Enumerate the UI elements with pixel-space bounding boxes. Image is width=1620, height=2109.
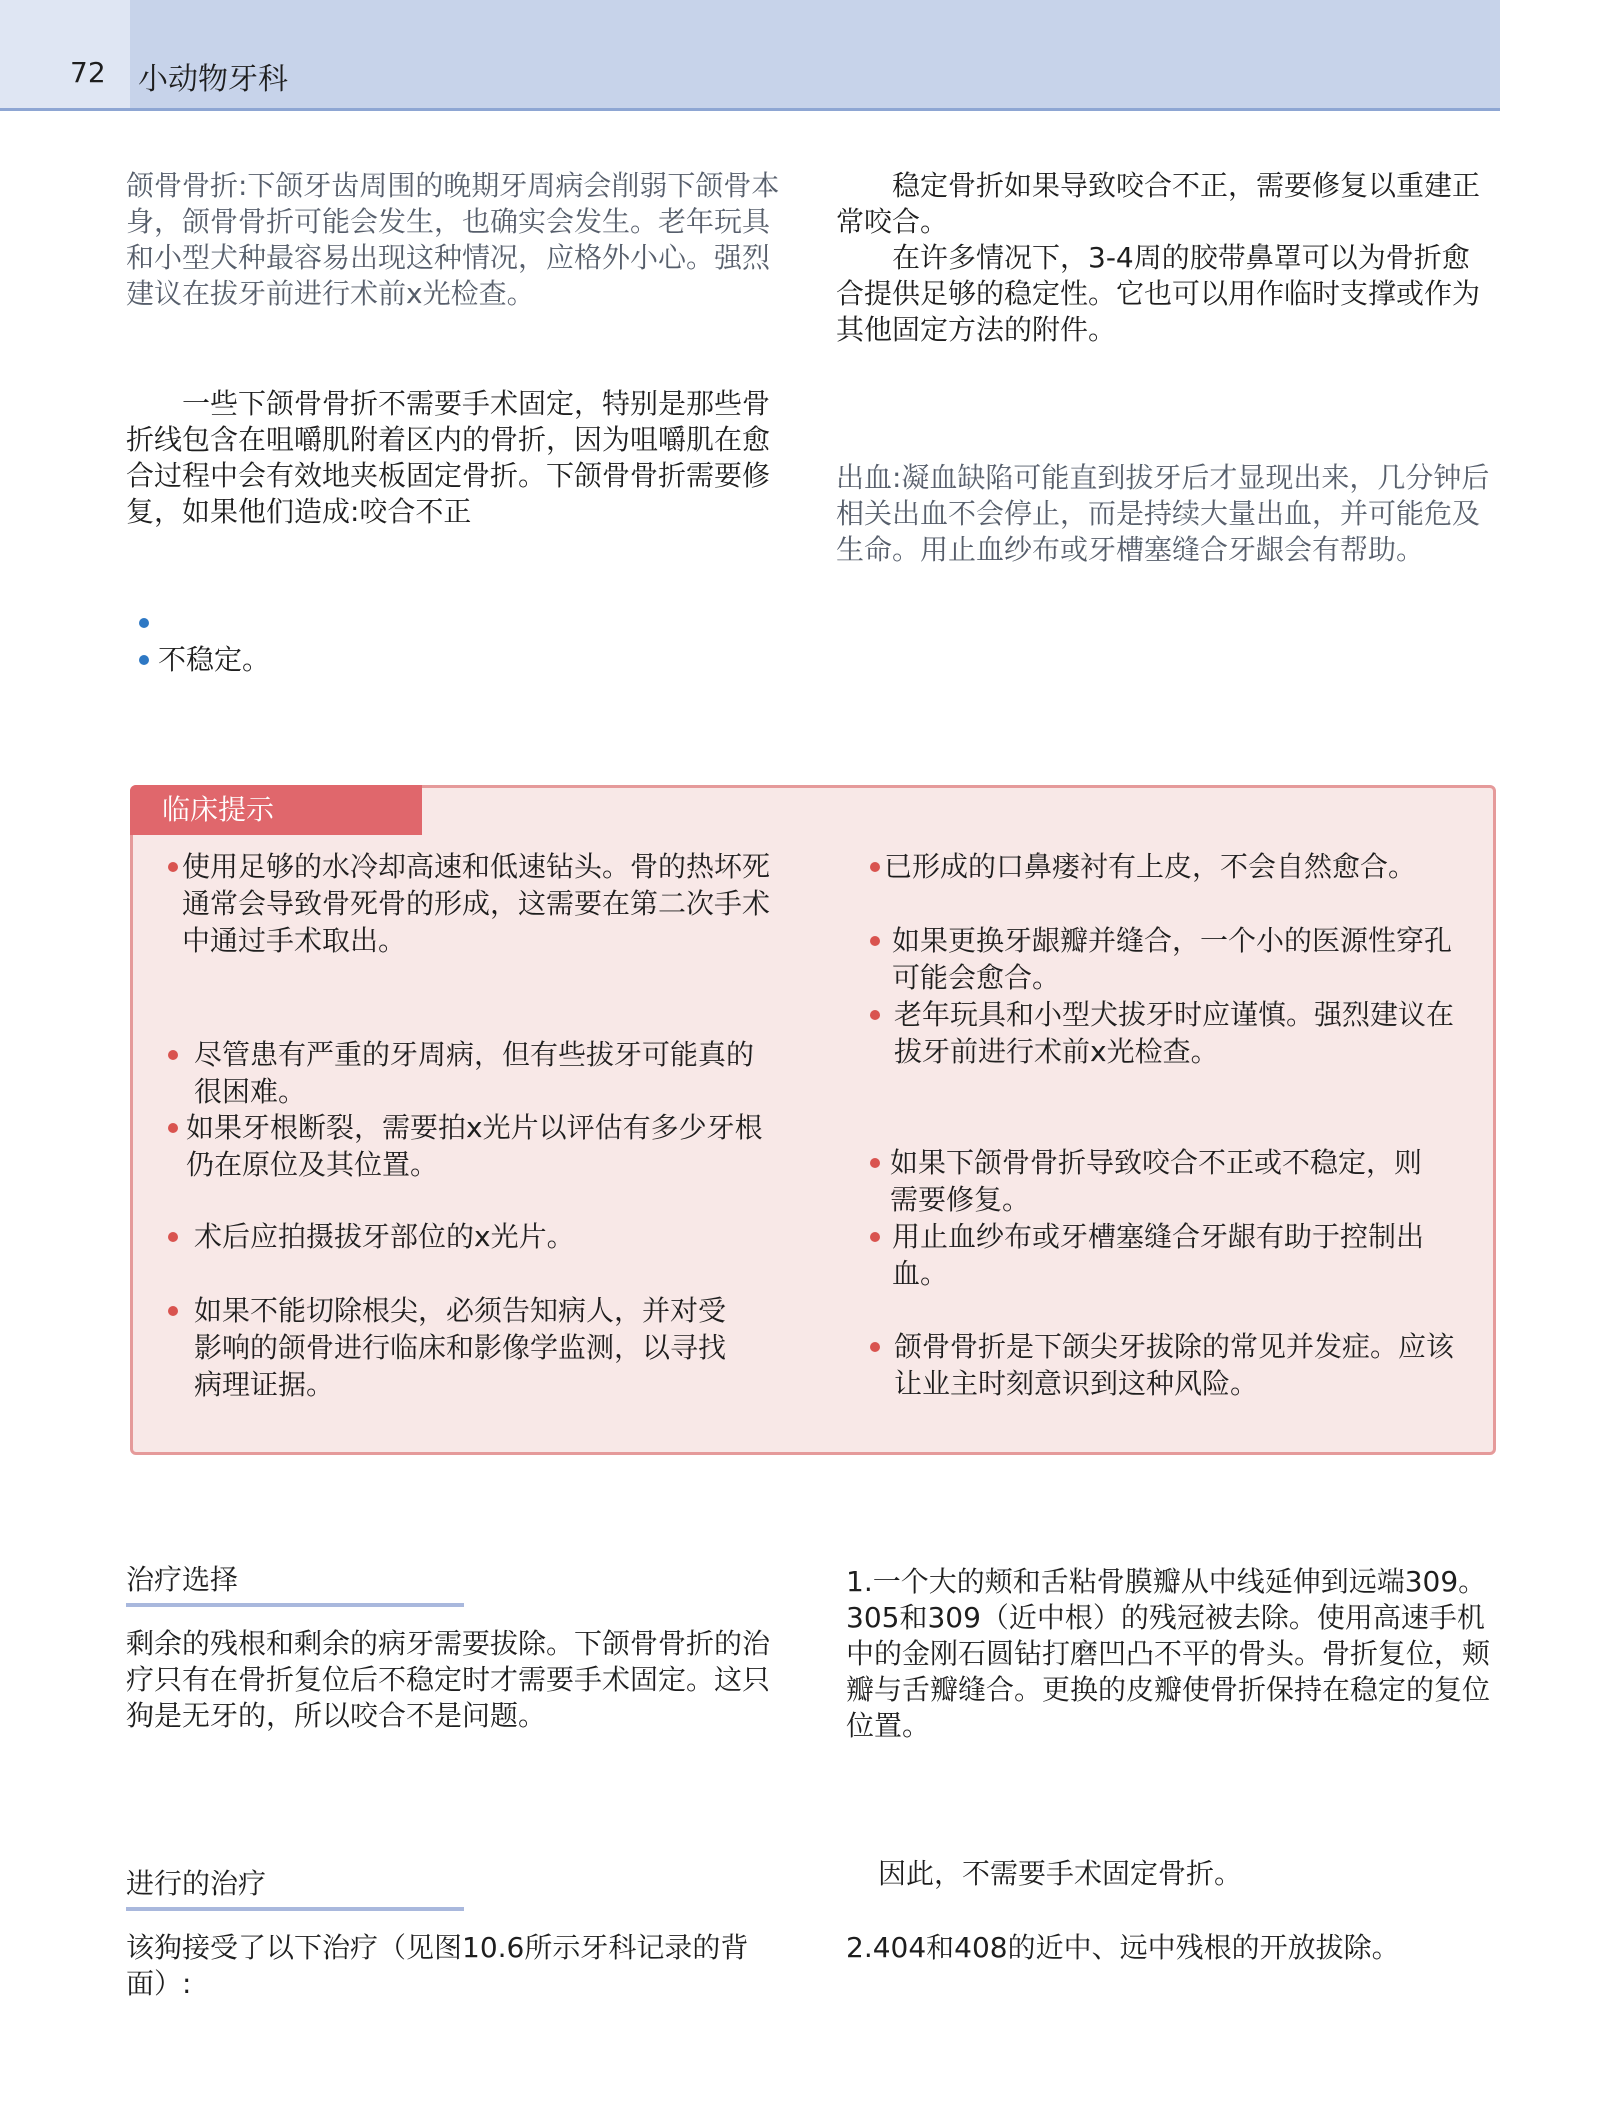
bullet-dot xyxy=(168,1232,178,1242)
clinical-tip-text: 颌骨骨折是下颌尖牙拔除的常见并发症。应该让业主时刻意识到这种风险。 xyxy=(894,1330,1455,1400)
clinical-tip-text: 如果下颌骨骨折导致咬合不正或不稳定，则需要修复。 xyxy=(890,1146,1423,1216)
section-rule xyxy=(126,1603,464,1607)
clinical-tip-text: 如果牙根断裂，需要拍x光片以评估有多少牙根仍在原位及其位置。 xyxy=(186,1111,763,1181)
clinical-tip-item xyxy=(870,996,1460,1070)
treatment-options-heading: 治疗选择 xyxy=(126,1563,239,1596)
clinical-tip-item xyxy=(168,1036,758,1110)
clinical-tip-text: 如果不能切除根尖，必须告知病人，并对受影响的颌骨进行临床和影像学监测，以寻找病理证据。 xyxy=(194,1294,727,1401)
clinical-tip-item xyxy=(870,922,1460,996)
stable-fracture-paragraph: 稳定骨折如果导致咬合不正，需要修复以重建正常咬合。 xyxy=(836,169,1481,238)
clinical-tips-label: 临床提示 xyxy=(130,785,422,835)
clinical-tip-item xyxy=(168,1292,728,1403)
treatment-step-2: 2.404和408的近中、远中残根的开放拔除。 xyxy=(846,1931,1400,1964)
clinical-tip-item xyxy=(870,848,1430,885)
bullet-unstable: 不稳定。 xyxy=(158,643,271,676)
clinical-tip-item xyxy=(168,1218,788,1255)
book-title: 小动物牙科 xyxy=(138,62,288,97)
clinical-tip-text: 已形成的口鼻瘘衬有上皮，不会自然愈合。 xyxy=(884,850,1417,883)
clinical-tip-item xyxy=(870,1328,1460,1402)
clinical-tip-item xyxy=(168,848,788,959)
bullet-dot xyxy=(168,1123,178,1133)
therefore-paragraph: 因此，不需要手术固定骨折。 xyxy=(878,1857,1243,1890)
fixation-paragraph: 一些下颌骨骨折不需要手术固定，特别是那些骨折线包含在咀嚼肌附着区内的骨折，因为咀嚼肌在愈合过程中会有效地夹板固定骨折。下颌骨骨折需要修复，如果他们造成:咬合不正 xyxy=(126,387,771,528)
clinical-tip-text: 用止血纱布或牙槽塞缝合牙龈有助于控制出血。 xyxy=(892,1220,1425,1290)
bullet-dot xyxy=(870,1342,880,1352)
treatment-step-1: 1.一个大的颊和舌粘骨膜瓣从中线延伸到远端309。305和309（近中根）的残冠被去除。使用高速手机中的金刚石圆钻打磨凹凸不平的骨头。骨折复位，颊瓣与舌瓣缝合。更换的皮瓣使骨折保持在稳定的复位位置。 xyxy=(846,1565,1491,1742)
bleeding-paragraph: 出血:凝血缺陷可能直到拔牙后才显现出来，几分钟后相关出血不会停止，而是持续大量出血，并可能危及生命。用止血纱布或牙槽塞缝合牙龈会有帮助。 xyxy=(836,461,1490,566)
page-number: 72 xyxy=(70,56,106,89)
bullet-dot xyxy=(870,936,880,946)
treatment-performed-heading: 进行的治疗 xyxy=(126,1867,267,1900)
page-number-tab xyxy=(0,0,130,108)
treatment-options-paragraph: 剩余的残根和剩余的病牙需要拔除。下颌骨骨折的治疗只有在骨折复位后不稳定时才需要手术固定。这只狗是无牙的，所以咬合不是问题。 xyxy=(126,1627,771,1732)
clinical-tip-text: 使用足够的水冷却高速和低速钻头。骨的热坏死通常会导致骨死骨的形成，这需要在第二次手术中通过手术取出。 xyxy=(182,850,771,957)
clinical-tip-item xyxy=(870,1218,1460,1292)
bullet-dot xyxy=(870,862,880,872)
clinical-tip-text: 尽管患有严重的牙周病，但有些拔牙可能真的很困难。 xyxy=(194,1038,755,1108)
jaw-fracture-paragraph: 颌骨骨折:下颌牙齿周围的晚期牙周病会削弱下颌骨本身，颌骨骨折可能会发生，也确实会发生。老年玩具和小型犬种最容易出现这种情况，应格外小心。强烈建议在拔牙前进行术前x光检查。 xyxy=(126,169,780,310)
bullet-dot xyxy=(870,1158,880,1168)
bullet-dot xyxy=(168,1306,178,1316)
muzzle-paragraph: 在许多情况下，3-4周的胶带鼻罩可以为骨折愈合提供足够的稳定性。它也可以用作临时支撑或作为其他固定方法的附件。 xyxy=(836,241,1481,346)
clinical-tip-text: 如果更换牙龈瓣并缝合，一个小的医源性穿孔可能会愈合。 xyxy=(892,924,1453,994)
bullet-dot xyxy=(870,1010,880,1020)
clinical-tip-text: 老年玩具和小型犬拔牙时应谨慎。强烈建议在拔牙前进行术前x光检查。 xyxy=(894,998,1455,1068)
bullet-dot xyxy=(139,655,149,665)
clinical-tip-text: 术后应拍摄拔牙部位的x光片。 xyxy=(194,1220,575,1253)
clinical-tip-item xyxy=(870,1144,1430,1218)
bullet-dot xyxy=(870,1232,880,1242)
bullet-dot-empty xyxy=(139,618,149,628)
section-rule xyxy=(126,1907,464,1911)
treatment-performed-paragraph: 该狗接受了以下治疗（见图10.6所示牙科记录的背面）: xyxy=(126,1931,749,2000)
bullet-dot xyxy=(168,862,178,872)
clinical-tip-item xyxy=(168,1109,788,1183)
bullet-dot xyxy=(168,1050,178,1060)
